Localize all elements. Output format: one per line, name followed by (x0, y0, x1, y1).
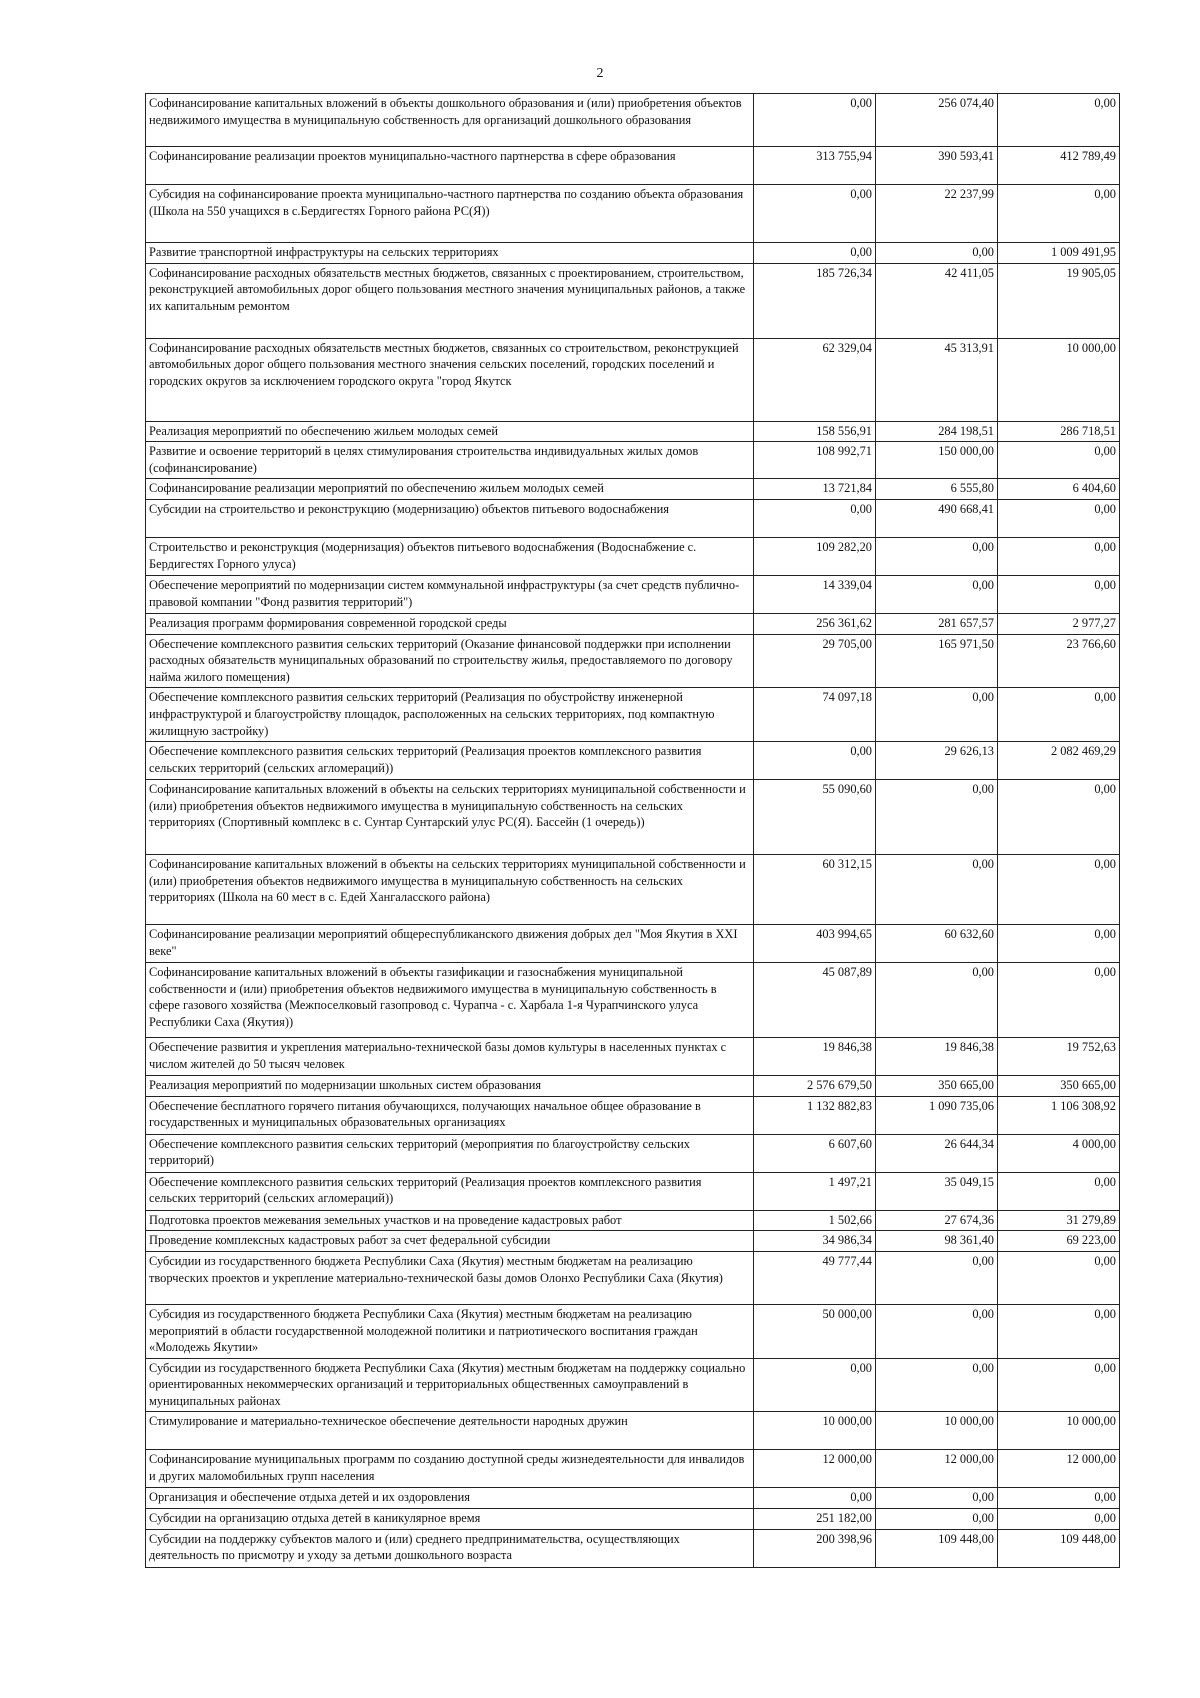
value-col3-cell: 23 766,60 (998, 634, 1120, 688)
row-name-cell: Подготовка проектов межевания земельных участков и на проведение кадастровых работ (146, 1210, 754, 1231)
table-row (146, 688, 1120, 742)
table-row (146, 537, 1120, 575)
value-col2-cell: 0,00 (876, 1304, 998, 1358)
value-col1-cell: 0,00 (754, 243, 876, 264)
row-name-cell: Субсидия на софинансирование проекта муниципально-частного партнерства по созданию объекта образования (Школа на 550 учащихся в с.Бердигестях Горного района РС(Я)) (146, 185, 754, 243)
value-col2-cell: 42 411,05 (876, 263, 998, 338)
value-col3-cell: 10 000,00 (998, 338, 1120, 421)
row-name-cell: Софинансирование реализации мероприятий общереспубликанского движения добрых дел "Моя Якутия в XXI веке" (146, 925, 754, 963)
value-col2-cell: 10 000,00 (876, 1412, 998, 1450)
value-col3-cell: 0,00 (998, 1509, 1120, 1530)
value-col2-cell: 0,00 (876, 575, 998, 613)
row-name-cell: Строительство и реконструкция (модернизация) объектов питьевого водоснабжения (Водоснабжение с. Бердигестях Горного улуса) (146, 537, 754, 575)
value-col2-cell: 98 361,40 (876, 1231, 998, 1252)
value-col2-cell: 12 000,00 (876, 1450, 998, 1488)
value-col1-cell: 19 846,38 (754, 1038, 876, 1076)
value-col1-cell: 0,00 (754, 185, 876, 243)
value-col3-cell: 0,00 (998, 94, 1120, 147)
value-col3-cell: 12 000,00 (998, 1450, 1120, 1488)
value-col2-cell: 150 000,00 (876, 442, 998, 479)
row-name-cell: Субсидии из государственного бюджета Республики Саха (Якутия) местным бюджетам на реализацию творческих проектов и укрепление материально-технической базы домов Олонхо Республики Саха (Якутия) (146, 1251, 754, 1304)
row-name-cell: Софинансирование муниципальных программ по созданию доступной среды жизнедеятельности для инвалидов и других маломобильных групп населения (146, 1450, 754, 1488)
value-col1-cell: 0,00 (754, 1358, 876, 1412)
table-row (146, 1509, 1120, 1530)
table-row (146, 1210, 1120, 1231)
value-col2-cell: 29 626,13 (876, 742, 998, 780)
value-col2-cell: 22 237,99 (876, 185, 998, 243)
value-col3-cell: 0,00 (998, 185, 1120, 243)
value-col2-cell: 0,00 (876, 963, 998, 1038)
row-name-cell: Субсидии из государственного бюджета Республики Саха (Якутия) местным бюджетам на поддержку социально ориентированных некоммерческих организаций и территориальных общественных самоуправлений в муниципальных районах (146, 1358, 754, 1412)
value-col3-cell: 69 223,00 (998, 1231, 1120, 1252)
value-col1-cell: 0,00 (754, 499, 876, 537)
value-col2-cell: 284 198,51 (876, 421, 998, 442)
value-col3-cell: 0,00 (998, 537, 1120, 575)
table-row (146, 963, 1120, 1038)
budget-table-body (146, 94, 1120, 1568)
table-row (146, 1096, 1120, 1134)
value-col1-cell: 109 282,20 (754, 537, 876, 575)
value-col1-cell: 2 576 679,50 (754, 1076, 876, 1097)
row-name-cell: Реализация программ формирования современной городской среды (146, 613, 754, 634)
row-name-cell: Софинансирование реализации проектов муниципально-частного партнерства в сфере образования (146, 147, 754, 185)
row-name-cell: Обеспечение мероприятий по модернизации систем коммунальной инфраструктуры (за счет средств публично-правовой компании "Фонд развития территорий") (146, 575, 754, 613)
table-row (146, 1488, 1120, 1509)
value-col3-cell: 1 009 491,95 (998, 243, 1120, 264)
row-name-cell: Субсидии на организацию отдыха детей в каникулярное время (146, 1509, 754, 1530)
value-col1-cell: 50 000,00 (754, 1304, 876, 1358)
value-col1-cell: 0,00 (754, 94, 876, 147)
page-number: 2 (596, 66, 604, 81)
table-row (146, 147, 1120, 185)
value-col3-cell: 19 905,05 (998, 263, 1120, 338)
row-name-cell: Обеспечение комплексного развития сельских территорий (Оказание финансовой поддержки при исполнении расходных обязательств муниципальных образований по строительству жилья, предоставляемого по договору найма жилого помещения) (146, 634, 754, 688)
value-col2-cell: 45 313,91 (876, 338, 998, 421)
table-row (146, 442, 1120, 479)
row-name-cell: Обеспечение бесплатного горячего питания обучающихся, получающих начальное общее образование в государственных и муниципальных образовательных организациях (146, 1096, 754, 1134)
value-col2-cell: 490 668,41 (876, 499, 998, 537)
budget-table (145, 93, 1120, 1568)
table-row (146, 185, 1120, 243)
row-name-cell: Обеспечение комплексного развития сельских территорий (Реализация проектов комплексного развития сельских территорий (сельских агломераций)) (146, 742, 754, 780)
value-col3-cell: 0,00 (998, 442, 1120, 479)
value-col1-cell: 62 329,04 (754, 338, 876, 421)
value-col2-cell: 109 448,00 (876, 1529, 998, 1567)
table-row (146, 1358, 1120, 1412)
table-row (146, 1529, 1120, 1567)
table-row (146, 1076, 1120, 1097)
row-name-cell: Проведение комплексных кадастровых работ за счет федеральной субсидии (146, 1231, 754, 1252)
value-col1-cell: 200 398,96 (754, 1529, 876, 1567)
value-col2-cell: 0,00 (876, 1509, 998, 1530)
value-col2-cell: 0,00 (876, 780, 998, 855)
table-row (146, 499, 1120, 537)
table-row (146, 634, 1120, 688)
value-col3-cell: 0,00 (998, 1304, 1120, 1358)
row-name-cell: Организация и обеспечение отдыха детей и их оздоровления (146, 1488, 754, 1509)
row-name-cell: Обеспечение комплексного развития сельских территорий (Реализация проектов комплексного развития сельских территорий (сельских агломераций)) (146, 1172, 754, 1210)
value-col3-cell: 350 665,00 (998, 1076, 1120, 1097)
value-col1-cell: 10 000,00 (754, 1412, 876, 1450)
value-col2-cell: 27 674,36 (876, 1210, 998, 1231)
table-row (146, 421, 1120, 442)
value-col1-cell: 1 502,66 (754, 1210, 876, 1231)
table-row (146, 780, 1120, 855)
value-col2-cell: 26 644,34 (876, 1134, 998, 1172)
table-row (146, 243, 1120, 264)
value-col1-cell: 74 097,18 (754, 688, 876, 742)
row-name-cell: Софинансирование капитальных вложений в объекты на сельских территориях муниципальной собственности и (или) приобретения объектов недвижимого имущества в муниципальную собственность на сельских территориях (Спортивный комплекс в с. Сунтар Сунтарский улус РС(Я). Бассейн (1 очередь)) (146, 780, 754, 855)
value-col3-cell: 0,00 (998, 499, 1120, 537)
table-row (146, 1412, 1120, 1450)
table-row (146, 1172, 1120, 1210)
value-col1-cell: 256 361,62 (754, 613, 876, 634)
row-name-cell: Субсидии на строительство и реконструкцию (модернизацию) объектов питьевого водоснабжения (146, 499, 754, 537)
table-row (146, 1038, 1120, 1076)
value-col2-cell: 0,00 (876, 1488, 998, 1509)
value-col1-cell: 185 726,34 (754, 263, 876, 338)
value-col3-cell: 412 789,49 (998, 147, 1120, 185)
value-col2-cell: 1 090 735,06 (876, 1096, 998, 1134)
value-col1-cell: 158 556,91 (754, 421, 876, 442)
row-name-cell: Обеспечение комплексного развития сельских территорий (мероприятия по благоустройству сельских территорий) (146, 1134, 754, 1172)
value-col3-cell: 1 106 308,92 (998, 1096, 1120, 1134)
value-col2-cell: 281 657,57 (876, 613, 998, 634)
value-col1-cell: 6 607,60 (754, 1134, 876, 1172)
value-col1-cell: 313 755,94 (754, 147, 876, 185)
table-row (146, 575, 1120, 613)
value-col1-cell: 108 992,71 (754, 442, 876, 479)
value-col2-cell: 19 846,38 (876, 1038, 998, 1076)
value-col2-cell: 350 665,00 (876, 1076, 998, 1097)
value-col1-cell: 403 994,65 (754, 925, 876, 963)
row-name-cell: Развитие и освоение территорий в целях стимулирования строительства индивидуальных жилых домов (софинансирование) (146, 442, 754, 479)
value-col1-cell: 13 721,84 (754, 479, 876, 500)
value-col2-cell: 0,00 (876, 537, 998, 575)
value-col3-cell: 6 404,60 (998, 479, 1120, 500)
row-name-cell: Софинансирование реализации мероприятий по обеспечению жильем молодых семей (146, 479, 754, 500)
table-row (146, 263, 1120, 338)
value-col3-cell: 2 082 469,29 (998, 742, 1120, 780)
value-col1-cell: 1 497,21 (754, 1172, 876, 1210)
value-col2-cell: 0,00 (876, 688, 998, 742)
value-col3-cell: 0,00 (998, 575, 1120, 613)
table-row (146, 855, 1120, 925)
value-col3-cell: 286 718,51 (998, 421, 1120, 442)
value-col3-cell: 0,00 (998, 1172, 1120, 1210)
row-name-cell: Развитие транспортной инфраструктуры на сельских территориях (146, 243, 754, 264)
value-col3-cell: 109 448,00 (998, 1529, 1120, 1567)
value-col1-cell: 251 182,00 (754, 1509, 876, 1530)
value-col3-cell: 0,00 (998, 780, 1120, 855)
table-row (146, 94, 1120, 147)
table-row (146, 479, 1120, 500)
value-col3-cell: 0,00 (998, 963, 1120, 1038)
value-col2-cell: 35 049,15 (876, 1172, 998, 1210)
row-name-cell: Софинансирование расходных обязательств местных бюджетов, связанных с проектированием, строительством, реконструкцией автомобильных дорог общего пользования местного значения муниципальных районов, а также их капитальным ремонтом (146, 263, 754, 338)
row-name-cell: Реализация мероприятий по модернизации школьных систем образования (146, 1076, 754, 1097)
value-col2-cell: 6 555,80 (876, 479, 998, 500)
row-name-cell: Софинансирование капитальных вложений в объекты дошкольного образования и (или) приобретения объектов недвижимого имущества в муниципальную собственность для организаций дошкольного образования (146, 94, 754, 147)
value-col1-cell: 0,00 (754, 1488, 876, 1509)
table-row (146, 1251, 1120, 1304)
value-col1-cell: 49 777,44 (754, 1251, 876, 1304)
table-row (146, 338, 1120, 421)
value-col3-cell: 31 279,89 (998, 1210, 1120, 1231)
table-row (146, 925, 1120, 963)
row-name-cell: Реализация мероприятий по обеспечению жильем молодых семей (146, 421, 754, 442)
value-col3-cell: 0,00 (998, 688, 1120, 742)
value-col3-cell: 19 752,63 (998, 1038, 1120, 1076)
value-col2-cell: 0,00 (876, 243, 998, 264)
value-col1-cell: 55 090,60 (754, 780, 876, 855)
value-col3-cell: 2 977,27 (998, 613, 1120, 634)
table-row (146, 1134, 1120, 1172)
value-col2-cell: 165 971,50 (876, 634, 998, 688)
table-row (146, 613, 1120, 634)
value-col3-cell: 0,00 (998, 925, 1120, 963)
value-col2-cell: 60 632,60 (876, 925, 998, 963)
value-col1-cell: 0,00 (754, 742, 876, 780)
value-col1-cell: 34 986,34 (754, 1231, 876, 1252)
value-col1-cell: 29 705,00 (754, 634, 876, 688)
table-row (146, 1231, 1120, 1252)
value-col1-cell: 12 000,00 (754, 1450, 876, 1488)
value-col1-cell: 60 312,15 (754, 855, 876, 925)
value-col2-cell: 0,00 (876, 1358, 998, 1412)
value-col3-cell: 0,00 (998, 1488, 1120, 1509)
value-col1-cell: 14 339,04 (754, 575, 876, 613)
value-col3-cell: 0,00 (998, 1358, 1120, 1412)
value-col1-cell: 45 087,89 (754, 963, 876, 1038)
value-col1-cell: 1 132 882,83 (754, 1096, 876, 1134)
row-name-cell: Обеспечение комплексного развития сельских территорий (Реализация по обустройству инженерной инфраструктурой и благоустройству площадок, расположенных на сельских территориях, под компактную жилищную застройку) (146, 688, 754, 742)
row-name-cell: Стимулирование и материально-техническое обеспечение деятельности народных дружин (146, 1412, 754, 1450)
value-col2-cell: 0,00 (876, 1251, 998, 1304)
table-row (146, 742, 1120, 780)
row-name-cell: Софинансирование капитальных вложений в объекты на сельских территориях муниципальной собственности и (или) приобретения объектов недвижимого имущества в муниципальную собственность на сельских территориях (Школа на 60 мест в с. Едей Хангаласского района) (146, 855, 754, 925)
value-col3-cell: 0,00 (998, 1251, 1120, 1304)
value-col2-cell: 0,00 (876, 855, 998, 925)
value-col3-cell: 4 000,00 (998, 1134, 1120, 1172)
value-col3-cell: 0,00 (998, 855, 1120, 925)
row-name-cell: Софинансирование расходных обязательств местных бюджетов, связанных со строительством, реконструкцией автомобильных дорог общего пользования местного значения сельских поселений, городских поселений и городских округов за исключением городского округа "город Якутск (146, 338, 754, 421)
row-name-cell: Субсидия из государственного бюджета Республики Саха (Якутия) местным бюджетам на реализацию мероприятий в области государственной молодежной политики и патриотического воспитания граждан «Молодежь Якутии» (146, 1304, 754, 1358)
row-name-cell: Обеспечение развития и укрепления материально-технической базы домов культуры в населенных пунктах с числом жителей до 50 тысяч человек (146, 1038, 754, 1076)
table-row (146, 1304, 1120, 1358)
row-name-cell: Софинансирование капитальных вложений в объекты газификации и газоснабжения муниципальной собственности и (или) приобретения объектов недвижимого имущества в муниципальную собственность в сфере газового хозяйства (Межпоселковый газопровод с. Чурапча - с. Харбала 1-я Чурапчинского улуса Республики Саха (Якутия)) (146, 963, 754, 1038)
value-col3-cell: 10 000,00 (998, 1412, 1120, 1450)
value-col2-cell: 390 593,41 (876, 147, 998, 185)
value-col2-cell: 256 074,40 (876, 94, 998, 147)
row-name-cell: Субсидии на поддержку субъектов малого и (или) среднего предпринимательства, осуществляющих деятельность по присмотру и уходу за детьми дошкольного возраста (146, 1529, 754, 1567)
table-row (146, 1450, 1120, 1488)
